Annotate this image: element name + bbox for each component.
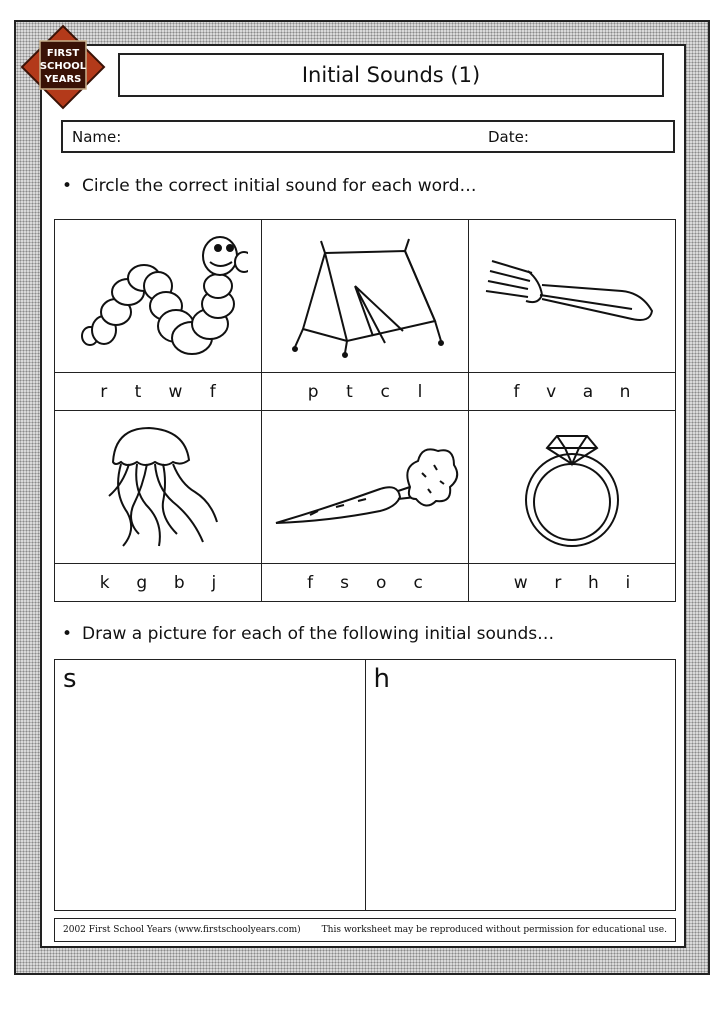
instruction-draw-text: Draw a picture for each of the following initial sounds… [82, 624, 555, 644]
picture-cell-jellyfish [55, 411, 262, 564]
drawing-letter: s [63, 664, 77, 694]
letter-choice[interactable]: c [413, 572, 423, 593]
letter-choices-tent [262, 373, 469, 411]
worm-icon [68, 226, 248, 366]
letter-choice[interactable]: b [173, 572, 185, 593]
letter-choice[interactable]: f [513, 381, 520, 402]
first-school-years-logo [20, 24, 106, 110]
name-date-bar [61, 120, 675, 153]
picture-cell-worm [55, 220, 262, 373]
instruction-circle-text: Circle the correct initial sound for each word… [82, 176, 477, 196]
letter-choice[interactable]: f [307, 572, 314, 593]
bullet-icon: • [62, 176, 73, 196]
fork-icon [482, 251, 662, 341]
drawing-letter: h [373, 664, 390, 694]
name-label: Name: [72, 128, 122, 146]
tent-icon [285, 231, 445, 361]
letter-choice[interactable]: l [417, 381, 423, 402]
bullet-icon: • [62, 624, 73, 644]
letter-choice[interactable]: v [546, 381, 557, 402]
picture-grid [54, 219, 676, 602]
drawing-box-s[interactable] [55, 660, 365, 910]
svg-text:SCHOOL: SCHOOL [39, 61, 87, 72]
letter-choices-ring [469, 564, 676, 602]
letter-choice[interactable]: k [99, 572, 110, 593]
letter-choice[interactable]: f [209, 381, 216, 402]
picture-cell-tent [262, 220, 469, 373]
letter-choice[interactable]: r [100, 381, 108, 402]
letter-choice[interactable]: p [307, 381, 319, 402]
footer-permission: This worksheet may be reproduced without permission for educational use. [321, 925, 667, 935]
letter-choice[interactable]: c [380, 381, 390, 402]
letter-choices-worm [55, 373, 262, 411]
letter-choice[interactable]: t [346, 381, 353, 402]
instruction-circle [62, 176, 477, 196]
picture-cell-fork [469, 220, 676, 373]
picture-cell-carrot [262, 411, 469, 564]
letter-choices-fork [469, 373, 676, 411]
svg-text:FIRST: FIRST [46, 48, 80, 59]
jellyfish-icon [93, 422, 223, 552]
letter-choice[interactable]: j [211, 572, 217, 593]
letter-choice[interactable]: w [168, 381, 183, 402]
footer-copyright: 2002 First School Years (www.firstschoolyears.com) [63, 925, 301, 935]
letter-choice[interactable]: a [582, 381, 594, 402]
picture-cell-ring [469, 411, 676, 564]
page-title: Initial Sounds (1) [118, 53, 664, 97]
letter-choice[interactable]: o [376, 572, 387, 593]
date-label: Date: [488, 128, 529, 146]
footer [54, 918, 676, 942]
drawing-box-h[interactable] [365, 660, 676, 910]
ring-icon [517, 422, 627, 552]
letter-choice[interactable]: t [134, 381, 142, 402]
letter-choice[interactable]: n [619, 381, 631, 402]
letter-choice[interactable]: s [340, 572, 349, 593]
letter-choices-jellyfish [55, 564, 262, 602]
letter-choice[interactable]: w [513, 572, 528, 593]
letter-choice[interactable]: r [554, 572, 562, 593]
instruction-draw [62, 624, 554, 644]
drawing-area [54, 659, 676, 911]
letter-choice[interactable]: i [625, 572, 631, 593]
letter-choice[interactable]: h [588, 572, 599, 593]
letter-choice[interactable]: g [136, 572, 148, 593]
carrot-icon [270, 437, 460, 537]
letter-choices-carrot [262, 564, 469, 602]
svg-text:YEARS: YEARS [44, 74, 82, 85]
